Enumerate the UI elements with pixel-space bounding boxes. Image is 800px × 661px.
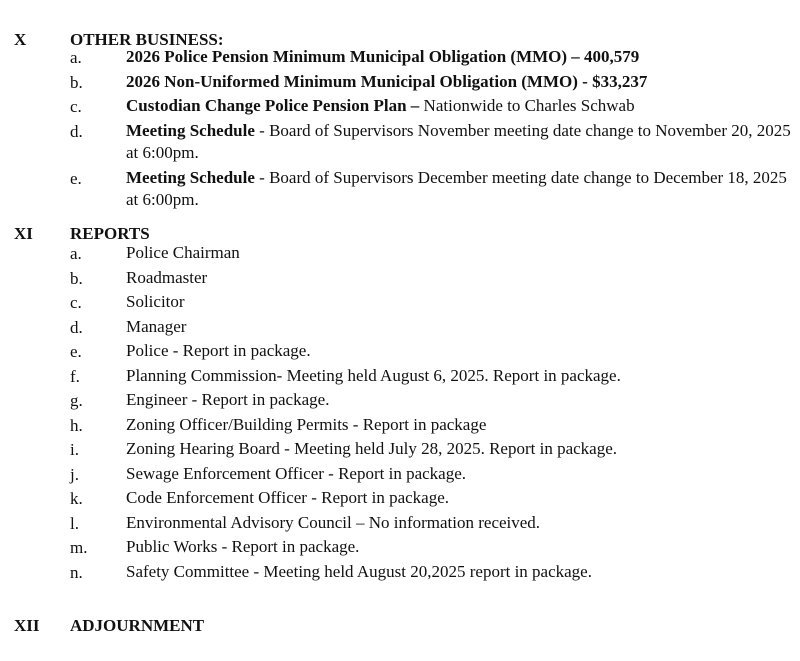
list-item <box>0 365 800 390</box>
item-text: Environmental Advisory Council – No information received. <box>126 512 541 532</box>
list-item <box>0 340 800 365</box>
section-items <box>0 46 800 214</box>
item-text <box>126 71 796 93</box>
item-letter: f. <box>70 366 80 386</box>
section-title: OTHER BUSINESS: <box>70 30 224 49</box>
item-letter: a. <box>70 244 82 263</box>
list-item <box>0 487 800 512</box>
item-letter: j. <box>70 464 79 484</box>
item-plain-text: - Board of Supervisors December meeting date change to December 18, 2025 at 6:00pm. <box>126 167 787 209</box>
item-text: Public Works - Report in package. <box>126 537 360 556</box>
item-text <box>126 167 796 211</box>
item-text: Police - Report in package. <box>126 341 311 360</box>
section-title: ADJOURNMENT <box>70 616 205 635</box>
section-title: REPORTS <box>70 224 150 243</box>
item-letter: a. <box>70 48 82 67</box>
item-letter: b. <box>70 72 83 92</box>
item-letter: l. <box>70 513 79 533</box>
item-letter: c. <box>70 293 82 312</box>
list-item <box>0 561 800 586</box>
list-item <box>0 438 800 463</box>
item-plain-text: Nationwide to Charles Schwab <box>419 96 635 115</box>
list-item <box>0 512 800 537</box>
item-letter: g. <box>70 391 83 410</box>
list-item <box>0 167 800 214</box>
item-text: Police Chairman <box>126 243 240 262</box>
item-bold-text: Custodian Change Police Pension Plan – <box>126 96 420 115</box>
list-item <box>0 71 800 96</box>
list-item <box>0 536 800 561</box>
item-text: Zoning Officer/Building Permits - Report in package <box>126 414 487 434</box>
list-item <box>0 120 800 167</box>
item-letter: m. <box>70 538 88 557</box>
item-letter: e. <box>70 342 82 361</box>
item-text: Safety Committee - Meeting held August 20,2025 report in package. <box>126 561 592 581</box>
section-number: XII <box>14 616 40 635</box>
section-items <box>0 242 800 585</box>
list-item <box>0 46 800 71</box>
item-text: Roadmaster <box>126 267 208 287</box>
item-plain-text: - Board of Supervisors November meeting date change to November 20, 2025 at 6:00pm. <box>126 120 791 162</box>
list-item <box>0 316 800 341</box>
item-letter: d. <box>70 121 83 141</box>
list-item <box>0 389 800 414</box>
item-text <box>126 95 796 117</box>
list-item <box>0 242 800 267</box>
section-number: X <box>14 30 27 49</box>
item-letter: k. <box>70 489 83 508</box>
item-letter: d. <box>70 317 83 337</box>
item-text: Planning Commission- Meeting held August 6, 2025. Report in package. <box>126 365 621 385</box>
item-letter: n. <box>70 562 83 582</box>
item-bold-text: 2026 Non-Uniformed Minimum Municipal Obligation (MMO) - $33,237 <box>126 71 648 91</box>
list-item <box>0 463 800 488</box>
item-letter: i. <box>70 440 79 459</box>
item-text: Engineer - Report in package. <box>126 390 330 409</box>
list-item <box>0 95 800 120</box>
item-text: Zoning Hearing Board - Meeting held July 28, 2025. Report in package. <box>126 439 617 458</box>
item-text: Sewage Enforcement Officer - Report in package. <box>126 463 467 483</box>
section-number: XI <box>14 224 33 243</box>
item-text: Solicitor <box>126 292 185 311</box>
item-text <box>126 46 796 68</box>
item-bold-text: 2026 Police Pension Minimum Municipal Obligation (MMO) – 400,579 <box>126 47 640 66</box>
item-letter: e. <box>70 168 82 188</box>
item-text: Manager <box>126 316 187 336</box>
item-text: Code Enforcement Officer - Report in package. <box>126 488 450 507</box>
list-item <box>0 414 800 439</box>
item-text <box>126 120 796 164</box>
item-letter: h. <box>70 415 83 435</box>
item-letter: c. <box>70 97 82 116</box>
item-bold-text: Meeting Schedule <box>126 120 255 140</box>
list-item <box>0 267 800 292</box>
list-item <box>0 291 800 316</box>
item-letter: b. <box>70 268 83 288</box>
item-bold-text: Meeting Schedule <box>126 167 255 187</box>
